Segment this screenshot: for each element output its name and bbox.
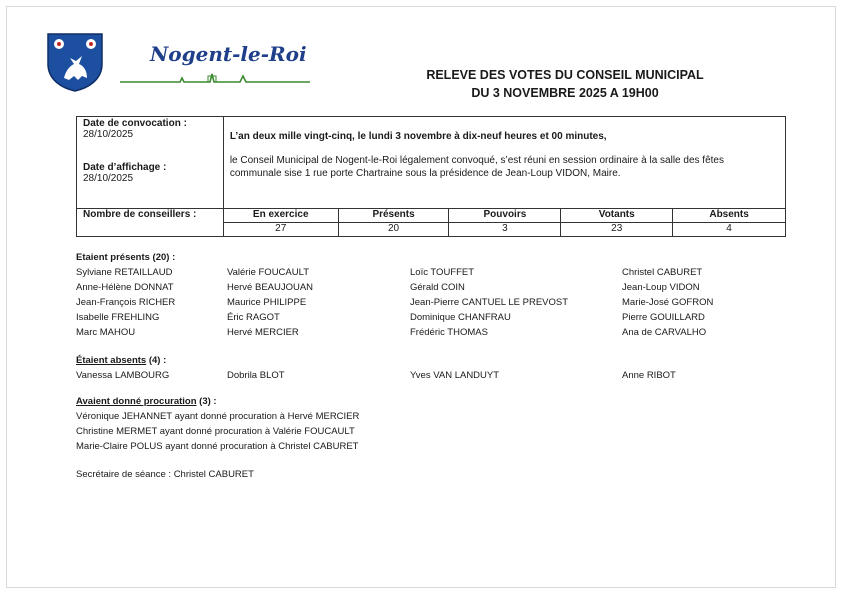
present-name: Isabelle FREHLING: [76, 312, 160, 323]
present-name: Dominique CHANFRAU: [410, 312, 511, 323]
presents-section: [76, 252, 714, 342]
present-name: Jean-François RICHER: [76, 297, 176, 308]
town-skyline-icon: [120, 70, 310, 86]
secretaire-line: Secrétaire de séance : Christel CABURET: [76, 469, 254, 480]
present-name: Sylviane RETAILLAUD: [76, 267, 173, 278]
convocation-label: Date de convocation :: [83, 118, 187, 129]
presents-row: [76, 327, 707, 342]
town-crest-icon: [46, 32, 104, 92]
present-name: Maurice PHILIPPE: [227, 297, 307, 308]
present-name: Pierre GOUILLARD: [622, 312, 705, 323]
stat-value-pouvoirs: 3: [449, 223, 561, 237]
present-name: Hervé BEAUJOUAN: [227, 282, 314, 293]
stat-label-en-exercice: En exercice: [223, 209, 338, 223]
present-name: Marie-José GOFRON: [622, 297, 714, 308]
present-name: Loïc TOUFFET: [410, 267, 475, 278]
conseillers-label: Nombre de conseillers :: [77, 209, 224, 237]
absents-title: [76, 355, 166, 370]
presents-row: [76, 312, 705, 327]
presents-row: [76, 297, 714, 312]
absent-name: Vanessa LAMBOURG: [76, 370, 170, 381]
stat-value-absents: 4: [673, 223, 786, 237]
session-info-table: [76, 116, 786, 237]
absent-name: Dobrila BLOT: [227, 370, 285, 381]
procurations-title-underlined: Avaient donné procuration: [76, 396, 197, 407]
title-line-1: RELEVE DES VOTES DU CONSEIL MUNICIPAL: [426, 68, 704, 82]
absent-name: Anne RIBOT: [622, 370, 676, 381]
present-name: Éric RAGOT: [227, 312, 280, 323]
session-intro: L’an deux mille vingt-cinq, le lundi 3 novembre à dix-neuf heures et 00 minutes,: [229, 131, 607, 142]
absents-section: [76, 355, 676, 385]
absents-title-rest: (4) :: [146, 355, 167, 366]
stat-label-pouvoirs: Pouvoirs: [449, 209, 561, 223]
stat-value-votants: 23: [561, 223, 673, 237]
presents-row: [76, 282, 700, 297]
town-logo: [120, 40, 310, 88]
present-name: Hervé MERCIER: [227, 327, 299, 338]
present-name: Valérie FOUCAULT: [227, 267, 309, 278]
affichage-label: Date d’affichage :: [83, 162, 167, 173]
presents-title: Etaient présents (20) :: [76, 252, 176, 263]
present-name: Jean-Pierre CANTUEL LE PREVOST: [410, 297, 569, 308]
stat-value-en-exercice: 27: [223, 223, 338, 237]
present-name: Ana de CARVALHO: [622, 327, 707, 338]
affichage-date: 28/10/2025: [83, 173, 134, 184]
dates-cell: [77, 117, 224, 209]
stat-label-votants: Votants: [561, 209, 673, 223]
procuration-line: Christine MERMET ayant donné procuration à Valérie FOUCAULT: [76, 426, 355, 437]
absents-row: [76, 370, 676, 385]
session-body-line-2: communale sise 1 rue porte Chartraine sous la présidence de Jean-Loup VIDON, Maire.: [229, 168, 621, 179]
present-name: Jean-Loup VIDON: [622, 282, 700, 293]
present-name: Marc MAHOU: [76, 327, 136, 338]
stat-label-presents: Présents: [338, 209, 449, 223]
session-text-cell: [223, 117, 785, 209]
present-name: Christel CABURET: [622, 267, 703, 278]
procurations-title: [76, 396, 359, 411]
convocation-date: 28/10/2025: [83, 129, 134, 140]
present-name: Gérald COIN: [410, 282, 465, 293]
absents-title-underlined: Étaient absents: [76, 355, 147, 366]
town-name: Nogent-le-Roi: [150, 42, 307, 66]
procurations-title-rest: (3) :: [196, 396, 217, 407]
procuration-line: Marie-Claire POLUS ayant donné procuration à Christel CABURET: [76, 441, 359, 452]
session-body-line-1: le Conseil Municipal de Nogent-le-Roi légalement convoqué, s’est réuni en session ordinaire à la salle des fêtes: [229, 155, 724, 166]
present-name: Anne-Hélène DONNAT: [76, 282, 174, 293]
presents-row: [76, 267, 703, 282]
stat-value-presents: 20: [338, 223, 449, 237]
stat-label-absents: Absents: [673, 209, 786, 223]
document-title: [400, 66, 730, 102]
title-line-2: DU 3 NOVEMBRE 2025 A 19H00: [471, 86, 659, 100]
present-name: Frédéric THOMAS: [410, 327, 488, 338]
absent-name: Yves VAN LANDUYT: [410, 370, 500, 381]
procurations-section: [76, 396, 359, 456]
procuration-line: Véronique JEHANNET ayant donné procuration à Hervé MERCIER: [76, 411, 360, 422]
